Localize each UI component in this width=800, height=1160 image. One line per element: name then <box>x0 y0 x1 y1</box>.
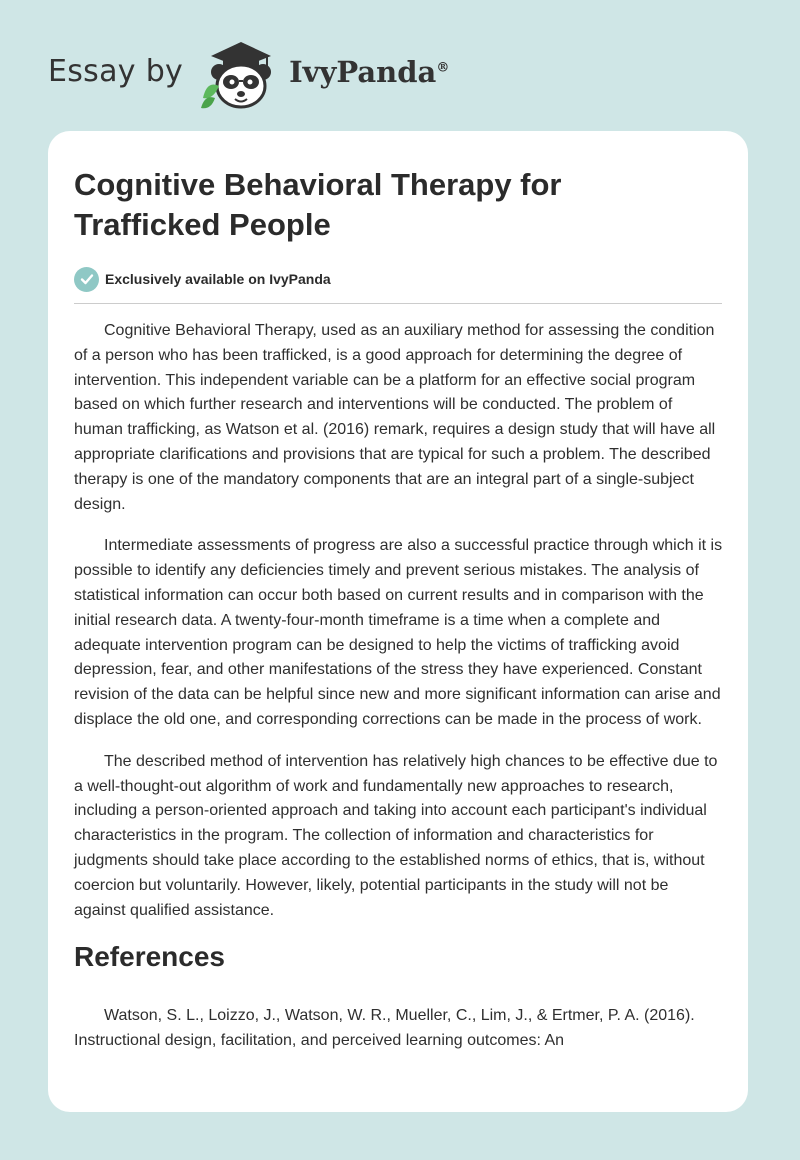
brand-name[interactable] <box>289 55 449 89</box>
exclusive-label: Exclusively available on IvyPanda <box>105 271 331 287</box>
essay-body <box>74 319 722 923</box>
reference-item: Watson, S. L., Loizzo, J., Watson, W. R., Mueller, C., Lim, J., & Ertmer, P. A. (2016). Instructional design, facilitation, and perceived learning outcomes: An <box>74 1007 695 1050</box>
paragraph: Intermediate assessments of progress are also a successful practice through which it is possible to identify any deficiencies timely and prevent serious mistakes. The analysis of statistical information can occur both based on current results and in comparison with the initial research data. A twenty-four-month timeframe is a time when a complete and adequate intervention program can be designed to help the victims of trafficking avoid depression, fear, and other manifestations of the stress they have experienced. Constant revision of the data can be helpful since new and more significant information can arise and displace the old one, and corresponding corrections can be made in the process of work. <box>74 537 723 728</box>
paragraph: The described method of intervention has relatively high chances to be effective due to a well-thought-out algorithm of work and fundamentally new approaches to research, including a person-oriented approach and taking into account each participant's individual characteristics in the program. The collection of information and characteristics for judgments should take place according to the established norms of ethics, that is, without coercion but voluntarily. However, likely, potential participants in the study will not be against qualified assistance. <box>74 752 718 919</box>
page-title: Cognitive Behavioral Therapy for Trafficked People <box>74 167 562 242</box>
exclusive-badge <box>74 265 722 293</box>
divider <box>74 303 722 304</box>
brand-header <box>48 34 449 114</box>
brand-name-text: IvyPanda <box>289 55 437 89</box>
essay-card <box>48 131 748 1112</box>
paragraph: Cognitive Behavioral Therapy, used as an auxiliary method for assessing the condition of a person who has been trafficked, is a good approach for determining the degree of intervention. This independent variable can be a platform for an effective social program based on which further research and interventions will be conducted. The problem of human trafficking, as Watson et al. (2016) remark, requires a design study that will have all appropriate clarifications and provisions that are typical for such a problem. The described therapy is one of the mandatory components that are an integral part of a single-subject design. <box>74 322 716 513</box>
brand-prefix: Essay by <box>48 53 184 89</box>
references-heading: References <box>74 941 225 973</box>
registered-mark: ® <box>436 60 450 76</box>
check-icon <box>74 267 99 292</box>
panda-logo-icon[interactable] <box>197 36 281 112</box>
